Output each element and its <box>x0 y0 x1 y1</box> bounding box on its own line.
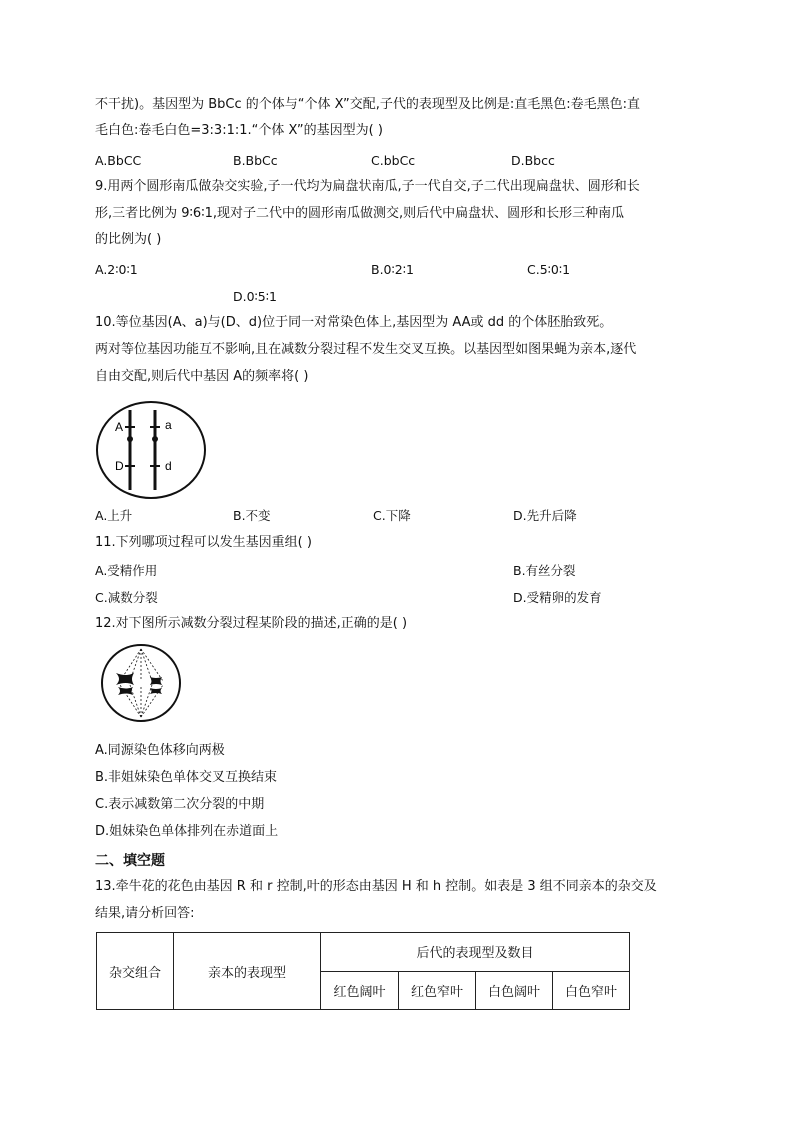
q12-option-b[interactable]: B.非姐妹染色单体交叉互换结束 <box>95 770 278 785</box>
q12-line1: 12.对下图所示减数分裂过程某阶段的描述,正确的是( ) <box>95 616 408 631</box>
q8-option-b[interactable]: B.BbCc <box>233 153 278 168</box>
q10-option-d[interactable]: D.先升后降 <box>513 508 577 523</box>
label-A: A <box>115 420 124 434</box>
header-offspring-group: 后代的表现型及数目 <box>321 933 630 972</box>
q11-option-c[interactable]: C.减数分裂 <box>95 590 158 605</box>
label-D: D <box>115 459 124 473</box>
q11-option-a[interactable]: A.受精作用 <box>95 563 158 578</box>
q10-option-c[interactable]: C.下降 <box>373 508 411 523</box>
chromosome-pairs <box>116 673 162 695</box>
label-d: d <box>165 459 172 473</box>
q11-option-b[interactable]: B.有丝分裂 <box>513 563 576 578</box>
q13-line1: 13.牵牛花的花色由基因 R 和 r 控制,叶的形态由基因 H 和 h 控制。如表是 3 组不同亲本的杂交及 <box>95 879 657 894</box>
q13-line2: 结果,请分析回答: <box>95 906 195 921</box>
centromere-left <box>127 436 133 442</box>
q12-option-d[interactable]: D.姐妹染色单体排列在赤道面上 <box>95 824 279 839</box>
header-white-broad-leaf: 白色阔叶 <box>476 971 553 1010</box>
label-a: a <box>165 418 172 432</box>
q8-option-c[interactable]: C.bbCc <box>371 153 416 168</box>
q10-line2: 两对等位基因功能互不影响,且在减数分裂过程不发生交叉互换。以基因型如图果蝇为亲本,逐代 <box>95 342 637 357</box>
q8-line2: 毛白色:卷毛白色=3:3:1:1.“个体 X”的基因型为( ) <box>95 123 383 138</box>
q12-option-c[interactable]: C.表示减数第二次分裂的中期 <box>95 797 265 812</box>
header-cross-combination: 杂交组合 <box>97 933 174 1010</box>
meiosis-figure <box>100 643 182 723</box>
q9-option-a[interactable]: A.2∶0∶1 <box>95 262 138 277</box>
centromere-right <box>152 436 158 442</box>
header-red-broad-leaf: 红色阔叶 <box>321 971 399 1010</box>
section-title-fill-in: 二、填空题 <box>95 853 165 869</box>
q11-line1: 11.下列哪项过程可以发生基因重组( ) <box>95 535 312 550</box>
header-parent-phenotype: 亲本的表现型 <box>174 933 321 1010</box>
cross-results-table <box>96 932 630 1010</box>
q9-option-d[interactable]: D.0∶5∶1 <box>233 289 277 304</box>
q8-option-d[interactable]: D.Bbcc <box>511 153 555 168</box>
q9-option-b[interactable]: B.0∶2∶1 <box>371 262 414 277</box>
q10-option-b[interactable]: B.不变 <box>233 508 271 523</box>
q8-line1: 不干扰)。基因型为 BbCc 的个体与“个体 X”交配,子代的表现型及比例是:直毛黑色:卷毛黑色:直 <box>95 97 640 112</box>
q9-line3: 的比例为( ) <box>95 232 162 247</box>
cell-outline <box>97 402 205 498</box>
q11-option-d[interactable]: D.受精卵的发育 <box>513 590 602 605</box>
header-white-narrow-leaf: 白色窄叶 <box>553 971 630 1010</box>
q12-option-a[interactable]: A.同源染色体移向两极 <box>95 743 225 758</box>
q10-line1: 10.等位基因(A、a)与(D、d)位于同一对常染色体上,基因型为 AA或 dd 的个体胚胎致死。 <box>95 315 613 330</box>
q9-line2: 形,三者比例为 9∶6∶1,现对子二代中的圆形南瓜做测交,则后代中扁盘状、圆形和长形三种南瓜 <box>95 206 625 221</box>
cell-membrane <box>102 645 180 721</box>
header-red-narrow-leaf: 红色窄叶 <box>399 971 476 1010</box>
q8-option-a[interactable]: A.BbCC <box>95 153 142 168</box>
q10-option-a[interactable]: A.上升 <box>95 508 133 523</box>
q9-line1: 9.用两个圆形南瓜做杂交实验,子一代均为扁盘状南瓜,子一代自交,子二代出现扁盘状、圆形和长 <box>95 179 640 194</box>
q9-option-c[interactable]: C.5∶0∶1 <box>527 262 571 277</box>
q10-line3: 自由交配,则后代中基因 A的频率将( ) <box>95 369 309 384</box>
chromosome-figure <box>95 400 207 500</box>
